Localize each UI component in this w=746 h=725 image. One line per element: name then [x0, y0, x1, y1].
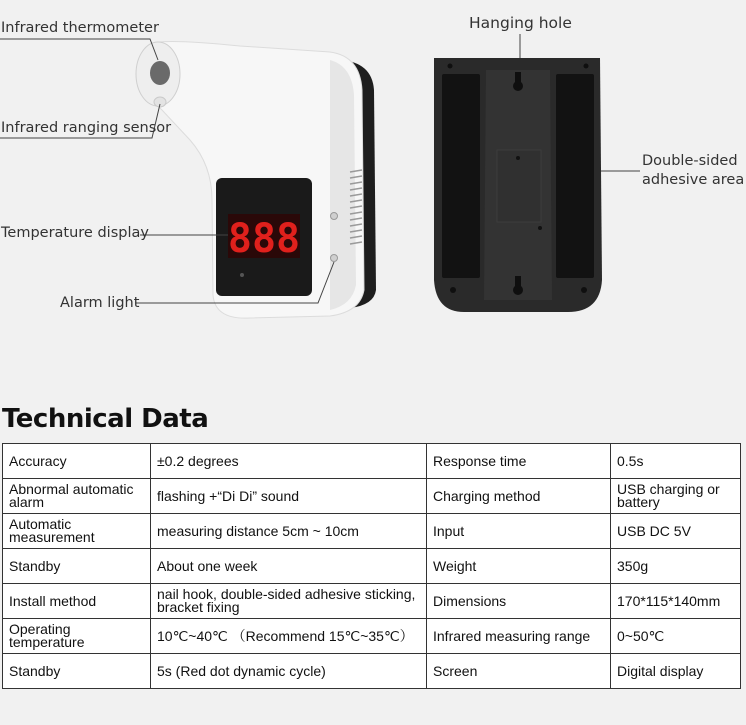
label-infrared-thermometer: Infrared thermometer — [1, 20, 159, 36]
spec-label-cell: Accuracy — [3, 444, 151, 479]
spec-label-cell: Operating temperature — [3, 619, 151, 654]
temperature-digits: 888 — [227, 216, 301, 262]
spec-value-cell: 170*115*140mm — [611, 584, 741, 619]
spec-label-cell: Abnormal automatic alarm — [3, 479, 151, 514]
table-row — [3, 549, 741, 584]
table-row — [3, 654, 741, 689]
spec-value-cell: ±0.2 degrees — [151, 444, 427, 479]
spec-label-cell: Automatic measurement — [3, 514, 151, 549]
table-row — [3, 444, 741, 479]
spec-value-cell: 5s (Red dot dynamic cycle) — [151, 654, 427, 689]
spec-value-cell: 0.5s — [611, 444, 741, 479]
label-alarm-light: Alarm light — [60, 295, 140, 311]
spec-label-cell: Standby — [3, 654, 151, 689]
table-row — [3, 514, 741, 549]
spec-value-cell: measuring distance 5cm ~ 10cm — [151, 514, 427, 549]
table-row — [3, 479, 741, 514]
spec-table — [2, 443, 741, 689]
spec-value-cell: 0~50℃ — [611, 619, 741, 654]
spec-label-cell: Standby — [3, 549, 151, 584]
table-row — [3, 619, 741, 654]
label-temperature-display: Temperature display — [1, 225, 149, 241]
spec-value-cell: nail hook, double-sided adhesive sticking, bracket fixing — [151, 584, 427, 619]
spec-value-cell: USB DC 5V — [611, 514, 741, 549]
label-hanging-hole: Hanging hole — [469, 14, 572, 32]
spec-label-cell: Weight — [427, 549, 611, 584]
spec-label-cell: Input — [427, 514, 611, 549]
spec-label-cell: Dimensions — [427, 584, 611, 619]
spec-label-cell: Response time — [427, 444, 611, 479]
spec-label-cell: Infrared measuring range — [427, 619, 611, 654]
label-adhesive-line2: adhesive area — [642, 172, 745, 188]
spec-label-cell: Install method — [3, 584, 151, 619]
spec-label-cell: Screen — [427, 654, 611, 689]
spec-value-cell: 10℃~40℃ （Recommend 15℃~35℃） — [151, 619, 427, 654]
thermometer-back-image — [434, 58, 602, 312]
thermometer-front-image — [136, 42, 376, 319]
label-ranging-sensor: Infrared ranging sensor — [1, 120, 172, 136]
spec-value-cell: flashing +“Di Di” sound — [151, 479, 427, 514]
label-adhesive-area — [642, 152, 744, 190]
spec-label-cell: Charging method — [427, 479, 611, 514]
spec-value-cell: USB charging or battery — [611, 479, 741, 514]
table-row — [3, 584, 741, 619]
spec-value-cell: Digital display — [611, 654, 741, 689]
spec-value-cell: 350g — [611, 549, 741, 584]
label-adhesive-line1: Double-sided — [642, 153, 738, 169]
section-title: Technical Data — [2, 404, 209, 434]
spec-value-cell: About one week — [151, 549, 427, 584]
